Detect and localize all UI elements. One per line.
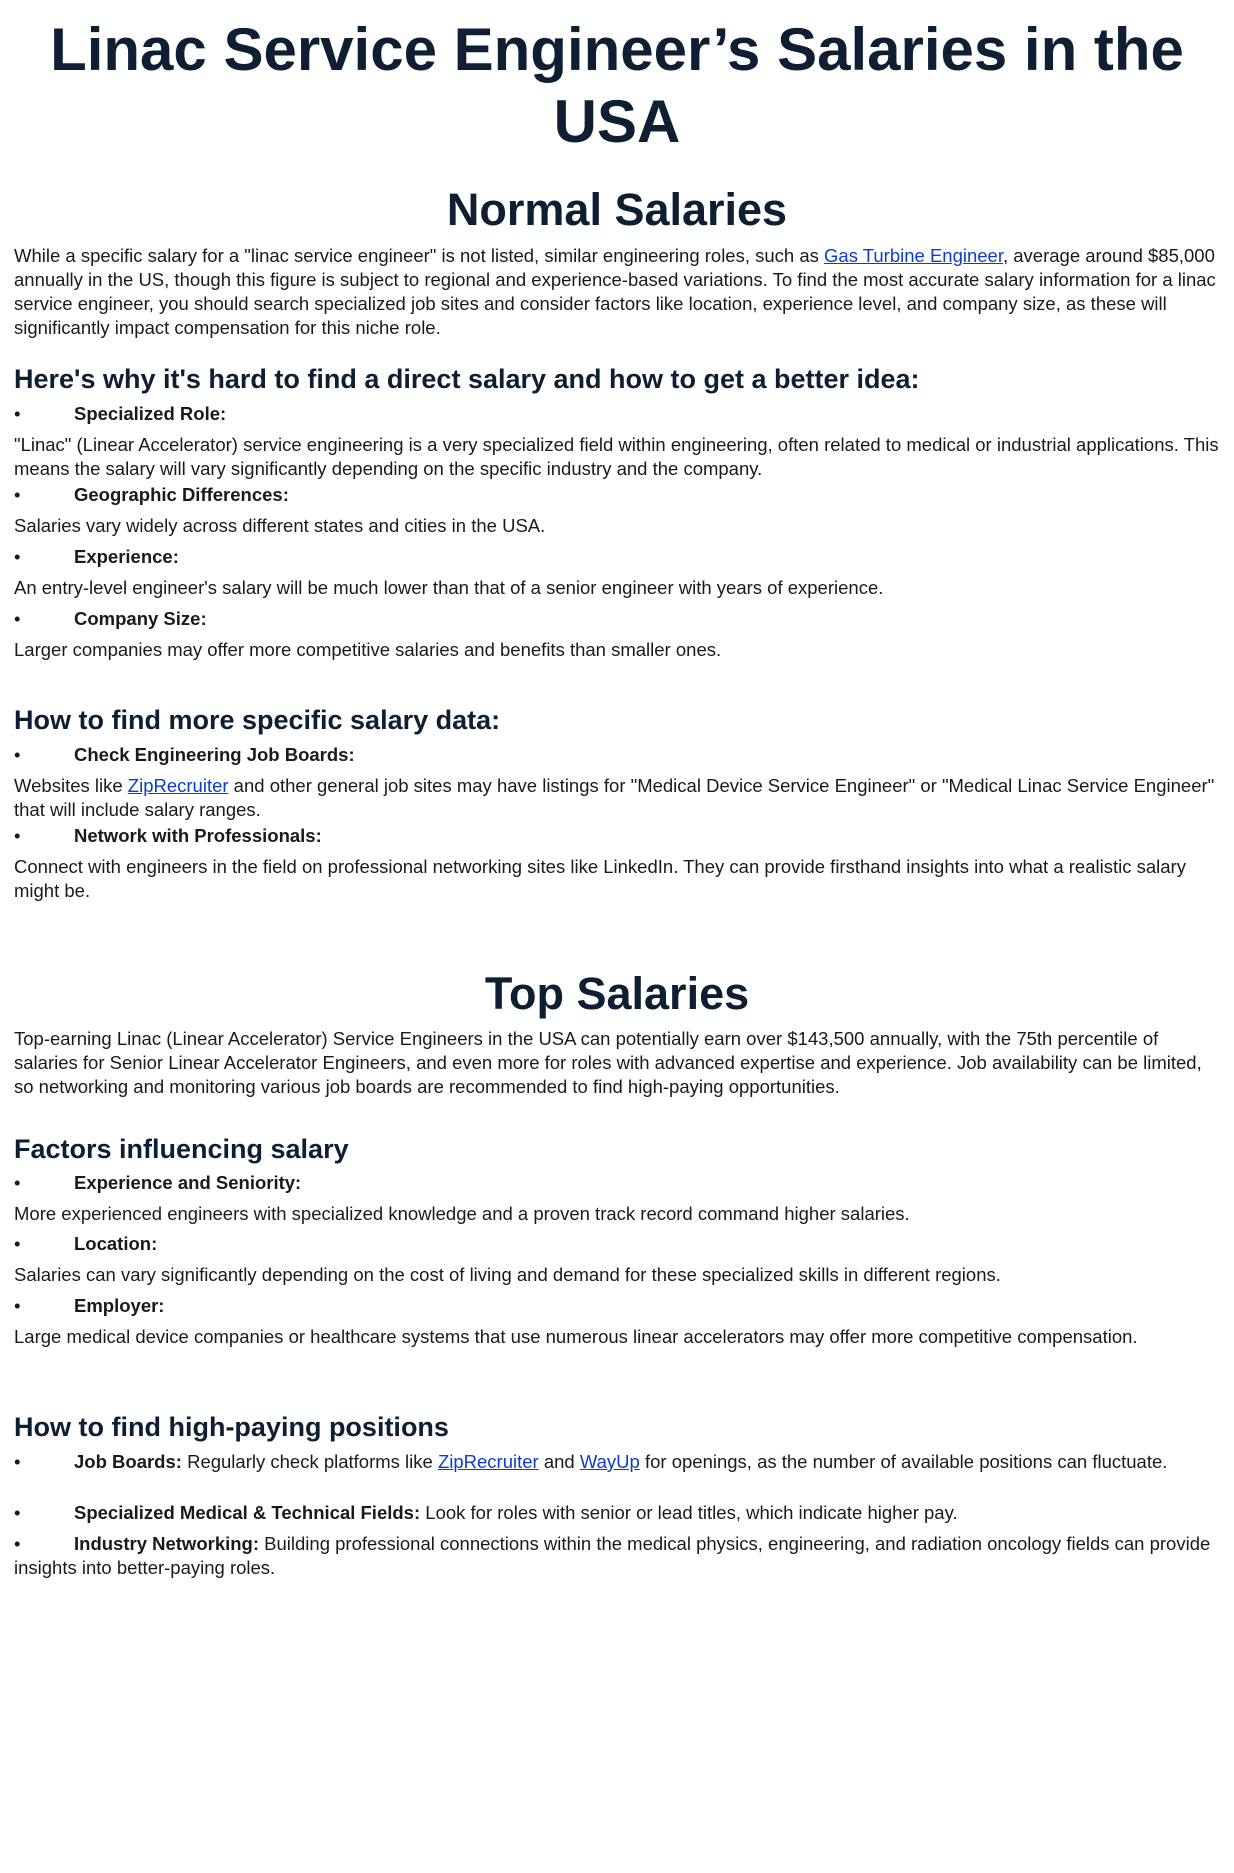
- factors-item-2-label: • Location:: [14, 1233, 158, 1254]
- normal-intro-text-start: While a specific salary for a "linac service engineer" is not listed, similar engineering roles, such as: [14, 245, 825, 266]
- bullet-dot: •: [14, 1233, 21, 1254]
- why-item-3-text: An entry-level engineer's salary will be much lower than that of a senior engineer with years of experience.: [14, 577, 884, 598]
- positions-item-1-text-b: and: [538, 1451, 580, 1472]
- positions-item-1-text-a: Regularly check platforms like: [181, 1451, 438, 1472]
- factors-item-1-label: • Experience and Seniority:: [14, 1172, 302, 1193]
- why-item-4-label: • Company Size:: [14, 608, 207, 629]
- positions-heading: How to find high-paying positions: [14, 1412, 449, 1442]
- top-intro-paragraph: Top-earning Linac (Linear Accelerator) Service Engineers in the USA can potentially earn over $143,500 annually, with the 75th percentile of salaries for Senior Linear Accelerator Engineers, and even more for roles with advanced expertise and experience. Job availability can be limited, so networking and monitoring various job boards are recommended to find high-paying opportunities.: [14, 1028, 1202, 1097]
- why-item-2-text: Salaries vary widely across different states and cities in the USA.: [14, 515, 546, 536]
- ziprecruiter-link-2[interactable]: ZipRecruiter: [437, 1451, 539, 1472]
- normal-intro-text-end: , average around $85,000 annually in the US, though this figure is subject to regional and experience-based variations. To find the most accurate salary information for a linac service engineer, you should search specialized job sites and consider factors like location, experience level, and company size, as these will significantly impact compensation for this niche role.: [14, 245, 1216, 338]
- positions-item-3-label: Industry Networking:: [74, 1533, 260, 1554]
- find-item-1-text-end: and other general job sites may have listings for "Medical Device Service Engineer" or "Medical Linac Service Engineer" that will include salary ranges.: [14, 775, 1215, 820]
- factors-item-3-text: Large medical device companies or healthcare systems that use numerous linear accelerators may offer more competitive compensation.: [14, 1326, 1138, 1347]
- top-salaries-heading: Top Salaries: [484, 968, 750, 1019]
- factors-heading: Factors influencing salary: [14, 1134, 349, 1164]
- ziprecruiter-link[interactable]: ZipRecruiter: [127, 775, 229, 796]
- find-item-2-label: • Network with Professionals:: [14, 825, 322, 846]
- factors-item-1-text: More experienced engineers with specialized knowledge and a proven track record command higher salaries.: [14, 1203, 910, 1224]
- find-heading: How to find more specific salary data:: [14, 705, 501, 735]
- factors-item-3-label: • Employer:: [14, 1295, 165, 1316]
- positions-item-2-label: Specialized Medical & Technical Fields:: [74, 1502, 421, 1523]
- why-item-2-label: • Geographic Differences:: [14, 484, 289, 505]
- page-title: Linac Service Engineer’s Salaries in the USA: [50, 16, 1184, 155]
- positions-item-2-text: Look for roles with senior or lead titles, which indicate higher pay.: [420, 1502, 958, 1523]
- document-page: [0, 14, 1234, 1578]
- find-item-1-text-start: Websites like: [14, 775, 128, 796]
- normal-salaries-heading: Normal Salaries: [446, 184, 788, 235]
- bullet-dot: •: [14, 403, 21, 424]
- bullet-dot: •: [14, 608, 21, 629]
- positions-item-1-label: Job Boards:: [74, 1451, 182, 1472]
- bullet-dot: •: [14, 1172, 21, 1193]
- bullet-dot: •: [14, 546, 21, 567]
- normal-intro-paragraph: [14, 244, 1220, 340]
- bullet-dot: •: [14, 1451, 21, 1472]
- why-item-1-text: "Linac" (Linear Accelerator) service engineering is a very specialized field within engineering, often related to medical or industrial applications. This means the salary will vary significantly depending on the specific industry and the company.: [14, 434, 1219, 479]
- why-heading: Here's why it's hard to find a direct salary and how to get a better idea:: [14, 364, 920, 394]
- positions-item-2: [14, 1501, 1220, 1525]
- why-item-1-label: • Specialized Role:: [14, 403, 227, 424]
- gas-turbine-engineer-link[interactable]: Gas Turbine Engineer: [824, 245, 1003, 266]
- positions-item-1: [14, 1450, 1220, 1474]
- positions-item-1-text-c: for openings, as the number of available positions can fluctuate.: [639, 1451, 1168, 1472]
- bullet-dot: •: [14, 1533, 21, 1554]
- positions-item-3-text: Building professional connections within the medical physics, engineering, and radiation oncology fields can provide insights into better-paying roles.: [14, 1533, 1211, 1578]
- bullet-dot: •: [14, 744, 21, 765]
- bullet-dot: •: [14, 484, 21, 505]
- bullet-dot: •: [14, 1502, 21, 1523]
- bullet-dot: •: [14, 825, 21, 846]
- factors-item-2-text: Salaries can vary significantly depending on the cost of living and demand for these specialized skills in different regions.: [14, 1264, 1001, 1285]
- why-item-3-label: • Experience:: [14, 546, 179, 567]
- find-item-2-text: Connect with engineers in the field on professional networking sites like LinkedIn. They can provide firsthand insights into what a realistic salary might be.: [14, 856, 1186, 901]
- find-item-1-text: [14, 774, 1220, 822]
- why-item-4-text: Larger companies may offer more competitive salaries and benefits than smaller ones.: [14, 639, 722, 660]
- bullet-dot: •: [14, 1295, 21, 1316]
- find-item-1-label: • Check Engineering Job Boards:: [14, 744, 355, 765]
- positions-item-3: [14, 1532, 1220, 1580]
- wayup-link[interactable]: WayUp: [579, 1451, 640, 1472]
